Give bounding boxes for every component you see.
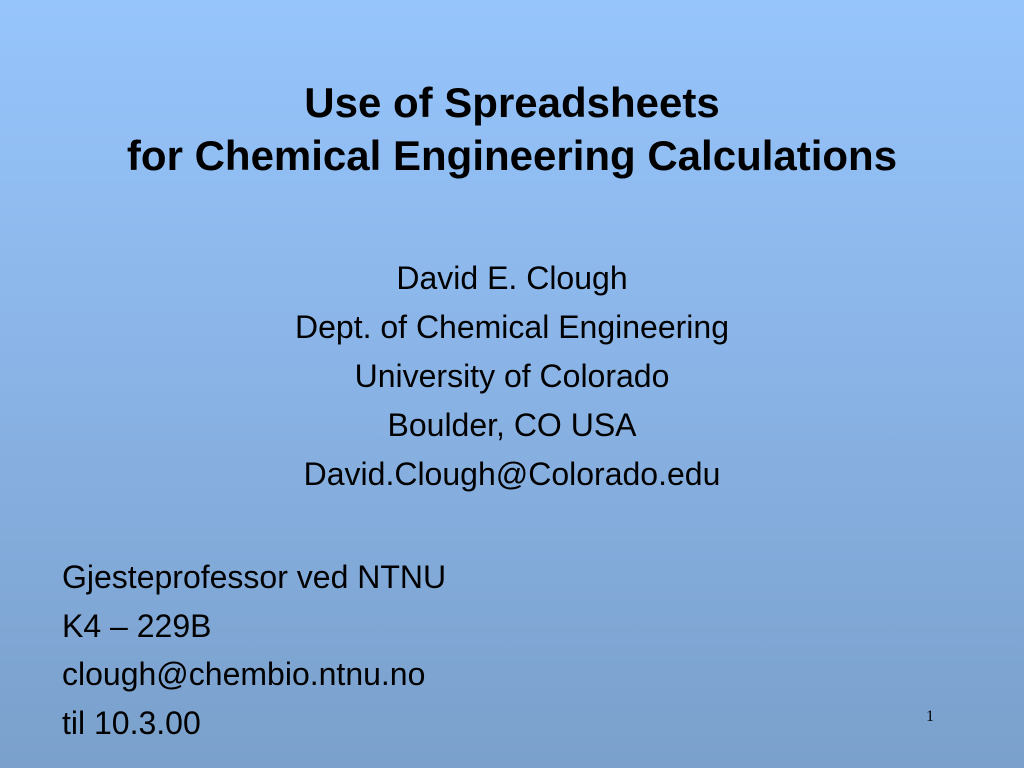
title-line-2: for Chemical Engineering Calculations: [126, 132, 898, 179]
guest-professor-line: Gjesteprofessor ved NTNU: [62, 559, 447, 595]
author-email: David.Clough@Colorado.edu: [303, 456, 721, 492]
office-room-line: K4 – 229B: [62, 607, 212, 644]
local-email-line: clough@chembio.ntnu.no: [62, 656, 426, 692]
slide-page-number: 1: [926, 708, 934, 725]
local-contact-info: [62, 553, 762, 747]
slide-title: [0, 76, 1024, 182]
date-line: til 10.3.00: [62, 704, 201, 741]
title-line-1: Use of Spreadsheets: [304, 79, 720, 126]
author-department: Dept. of Chemical Engineering: [294, 309, 729, 345]
author-name: David E. Clough: [396, 260, 628, 296]
author-location: Boulder, CO USA: [387, 407, 637, 443]
author-info: [0, 254, 1024, 499]
author-university: University of Colorado: [354, 358, 670, 394]
